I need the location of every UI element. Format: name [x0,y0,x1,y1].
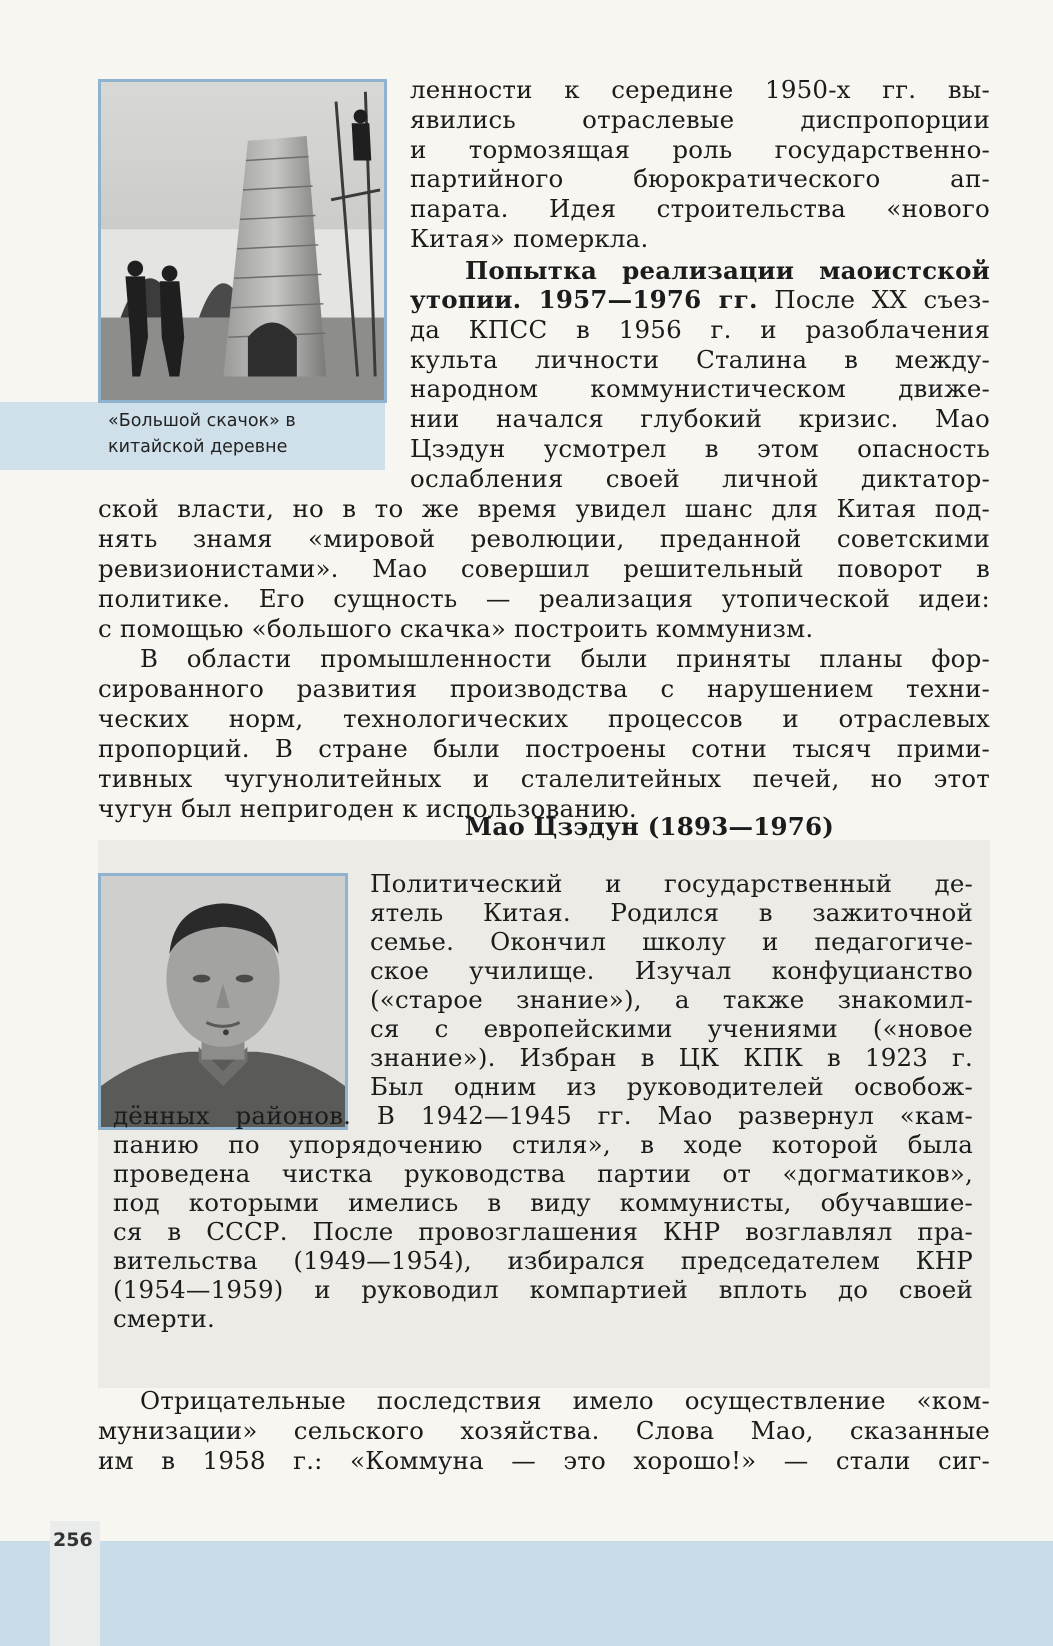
text-line: явились отраслевые диспропорции [410,105,990,134]
footer-band [0,1541,1053,1646]
text-line: тивных чугунолитейных и сталелитейных печей, но этот [98,764,990,793]
bio-line: («старое знание»), а также знакомил- [370,985,973,1014]
biography-title: Мао Цзэдун (1893—1976) [465,812,835,841]
text-line: ревизионистами». Мао совершил решительный поворот в [98,554,990,583]
bio-line: смерти. [113,1304,216,1333]
text-line: им в 1958 г.: «Коммуна — это хорошо!» — стали сиг- [98,1446,990,1475]
text-line: чугун был непригоден к использованию. [98,794,637,823]
text-line: культа личности Сталина в между- [410,345,990,374]
bio-line: Политический и государственный де- [370,869,973,898]
text-line: с помощью «большого скачка» построить коммунизм. [98,614,814,643]
page-number: 256 [50,1521,100,1646]
photo-mao-zedong [98,873,348,1130]
text-line: ческих норм, технологических процессов и отраслевых [98,704,990,733]
text-line: Китая» померкла. [410,224,649,253]
text-line: и тормозящая роль государственно- [410,135,990,164]
text-line: сированного развития производства с нарушением техни- [98,674,990,703]
bio-line: ское училище. Изучал конфуцианство [370,956,973,985]
text-line: парата. Идея строительства «нового [410,194,990,223]
section-heading-period: утопии. 1957—1976 гг. [410,285,758,314]
photo-backyard-furnace [98,79,387,403]
text-line: пропорций. В стране были построены сотни тысяч прими- [98,734,990,763]
bio-line: ся в СССР. После провозглашения КНР возглавлял пра- [113,1217,973,1246]
text-line: мунизации» сельского хозяйства. Слова Мао, сказанные [98,1416,990,1445]
text-line: В области промышленности были приняты планы фор- [140,644,990,673]
bio-line: вительства (1949—1954), избирался председателем КНР [113,1246,973,1275]
bio-line: (1954—1959) и руководил компартией вплоть до своей [113,1275,973,1304]
bio-line: семье. Окончил школу и педагогиче- [370,927,973,956]
bio-line: ятель Китая. Родился в зажиточной [370,898,973,927]
section-heading: Попытка реализации маоистской [465,256,990,285]
bio-line: под которыми имелись в виду коммунисты, обучавшие- [113,1188,973,1217]
bio-line: ся с европейскими учениями («новое [370,1014,973,1043]
text-line: ослабления своей личной диктатор- [410,464,990,493]
figure-caption-line: «Большой скачок» в [108,411,296,431]
text-line: народном коммунистическом движе- [410,374,990,403]
figure-caption-line: китайской деревне [108,437,288,457]
text-line: партийного бюрократического ап- [410,164,990,193]
bio-line: дённых районов. В 1942—1945 гг. Мао развернул «кам- [113,1101,973,1130]
section-heading-line2 [410,285,990,315]
portrait-photo-icon [101,876,345,1127]
text-line: ской власти, но в то же время увидел шанс для Китая под- [98,494,990,523]
text-fragment: После XX съез- [757,285,990,314]
furnace-photo-icon [101,82,384,400]
text-line: Цзэдун усмотрел в этом опасность [410,434,990,463]
text-line: да КПСС в 1956 г. и разоблачения [410,315,990,344]
text-line: нии начался глубокий кризис. Мао [410,404,990,433]
text-line: ленности к середине 1950-х гг. вы- [410,75,990,104]
bio-line: проведена чистка руководства партии от «догматиков», [113,1159,973,1188]
figure-caption [108,408,373,460]
text-line: Отрицательные последствия имело осуществление «ком- [140,1386,990,1415]
bio-line: знание»). Избран в ЦК КПК в 1923 г. [370,1043,973,1072]
bio-line: Был одним из руководителей освобож- [370,1072,973,1101]
bio-line: панию по упорядочению стиля», в ходе которой была [113,1130,973,1159]
text-line: политике. Его сущность — реализация утопической идеи: [98,584,990,613]
text-line: нять знамя «мировой революции, преданной советскими [98,524,990,553]
